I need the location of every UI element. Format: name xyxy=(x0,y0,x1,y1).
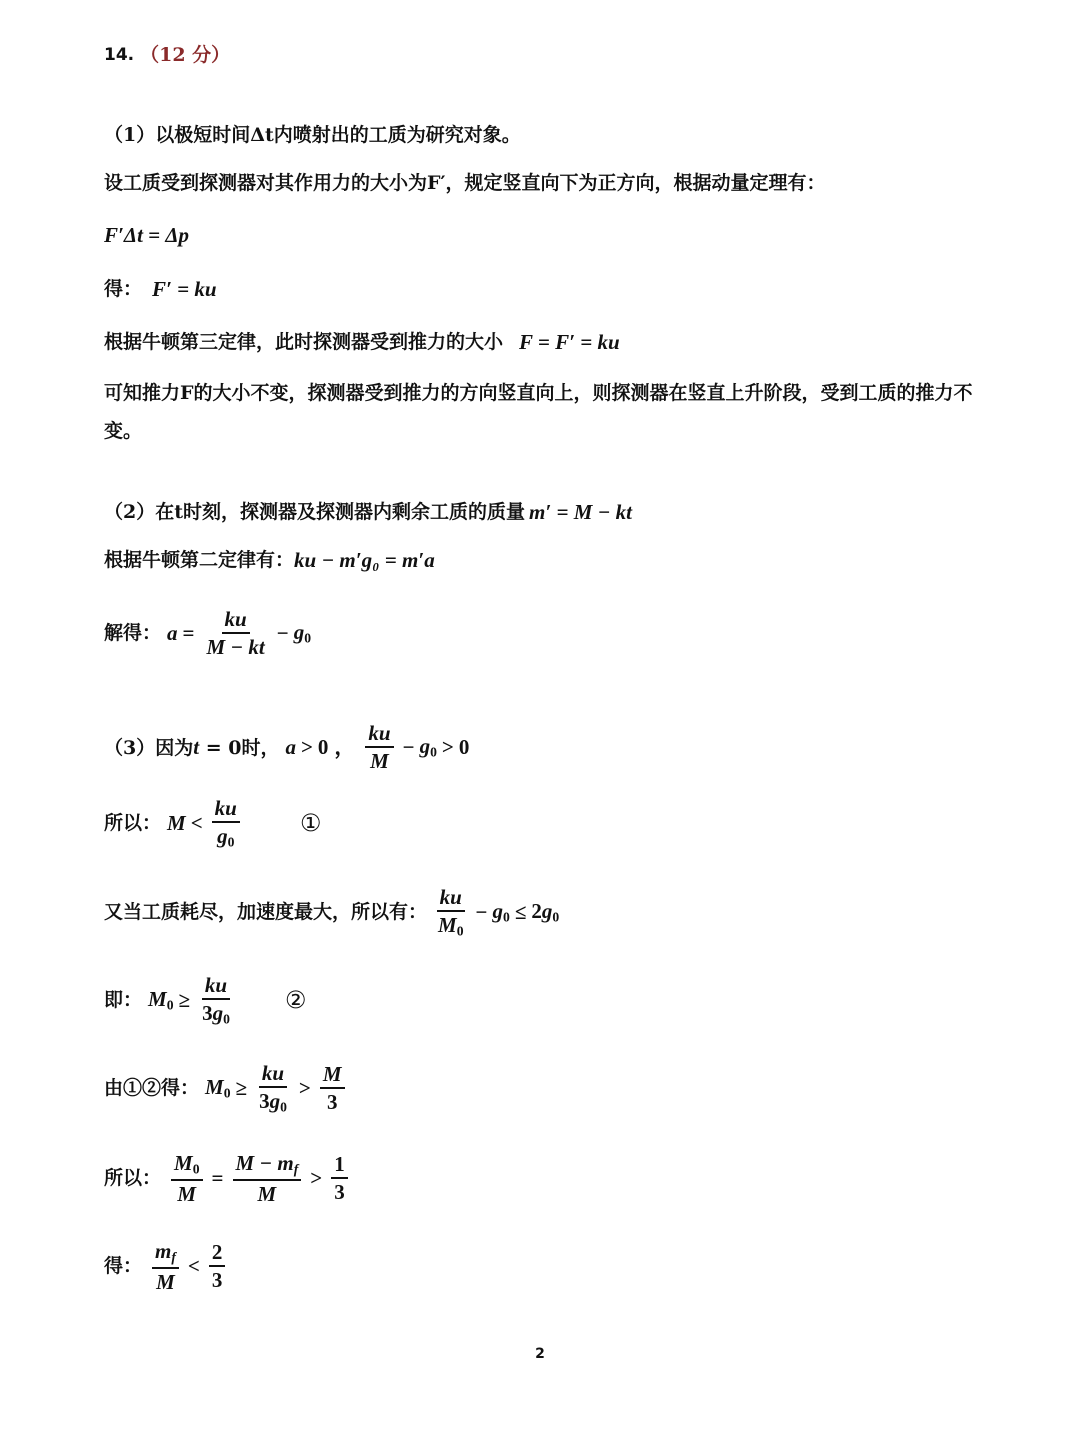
question-number: 14. xyxy=(104,45,135,65)
page-number: 2 xyxy=(535,1346,545,1362)
part1-setup: 设工质受到探测器对其作用力的大小为F′，规定竖直向下为正方向，根据动量定理有： xyxy=(104,172,826,194)
inequality-1: 所以： M < $\frac{ku}{g_0}$ ① xyxy=(104,796,322,850)
part3-intro: （3）因为t = 0时， a > 0 ， $\frac{ku}{M}$ − $g_0$ > 0 xyxy=(104,721,470,774)
part1-conclusion-b: 变。 xyxy=(104,420,143,442)
momentum-equation: F′Δt = Δp xyxy=(104,223,190,247)
third-law-line: 根据牛顿第三定律，此时探测器受到推力的大小 F = F′ = ku xyxy=(104,330,620,354)
acceleration-formula: a = $\frac{ku}{M - kt}$ − $g_0$ xyxy=(167,607,312,660)
part1-intro: （1）以极短时间Δt内喷射出的工质为研究对象。 xyxy=(104,124,521,146)
second-law-line: 根据牛顿第二定律有： ku − m′g₀ = m′a xyxy=(104,548,435,572)
acceleration-solution: 解得： a = $\frac{ku}{M - kt}$ − $g_0$ xyxy=(104,607,312,660)
combined-inequality: 由①②得： $M_0$ ≥ $\frac{ku}{3g_0}$ > $\frac{M}{3}$ xyxy=(104,1062,349,1115)
final-result: 得： $\frac{m_f}{M}$ < $\frac{2}{3}$ xyxy=(104,1240,229,1293)
part2-intro: （2）在t时刻，探测器及探测器内剩余工质的质量 m′ = M − kt xyxy=(104,500,632,524)
question-header xyxy=(104,46,230,65)
inequality-2: 即： $M_0$ ≥ $\frac{ku}{3g_0}$ ② xyxy=(104,973,307,1027)
marker-2: ② xyxy=(284,986,307,1015)
part1-conclusion-a: 可知推力F的大小不变，探测器受到推力的方向竖直向上，则探测器在竖直上升阶段，受到工质的推力不 xyxy=(104,382,973,404)
marker-1: ① xyxy=(299,809,322,838)
max-acceleration-line: 又当工质耗尽，加速度最大，所以有： $\frac{ku}{M_0}$ − $g_0$ ≤ $2g_0$ xyxy=(104,885,560,939)
part1-result: 得： F′ = ku xyxy=(104,277,217,301)
question-points: （12 分） xyxy=(140,44,231,66)
ratio-inequality: 所以： $\frac{M_0}{M}$ = $\frac{M - m_f}{M}$ > $\frac{1}{3}$ xyxy=(104,1152,352,1205)
